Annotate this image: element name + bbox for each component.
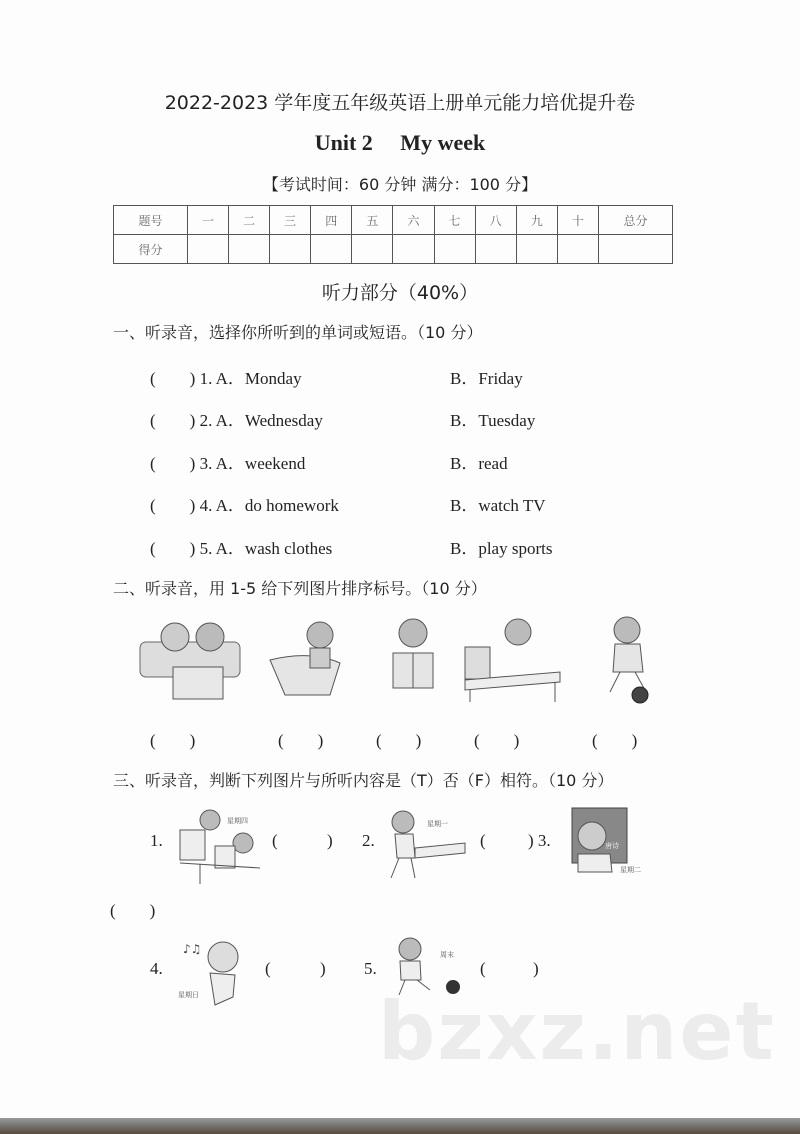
answer-open-paren[interactable]: (	[480, 831, 486, 850]
music-illustration	[175, 935, 255, 1010]
item-1-b: B．Friday	[450, 369, 523, 388]
label-monday: 星期一	[427, 820, 448, 828]
item-5-a: ( ) 5. A．wash clothes	[150, 539, 333, 558]
table-cell: 得分	[114, 235, 188, 264]
part3-instruction: 三、听录音，判断下列图片与所听内容是（T）否（F）相符。（10 分）	[113, 771, 614, 790]
table-cell: 总分	[598, 206, 672, 235]
answer-close-paren: )	[327, 831, 333, 850]
table-cell: 一	[187, 206, 228, 235]
item-number: ) 3.	[528, 831, 551, 850]
computer-illustration	[175, 808, 265, 886]
answer-blank[interactable]: ( )	[474, 731, 520, 750]
exam-info: 【考试时间：60 分钟 满分：100 分】	[262, 175, 538, 194]
item-number: 2.	[362, 831, 375, 850]
washing-clothes-illustration	[265, 615, 355, 700]
music-note-icon: ♪♫	[183, 942, 202, 956]
table-row	[114, 235, 673, 264]
bottom-bar	[0, 1118, 800, 1134]
table-cell: 十	[557, 206, 598, 235]
item-number: 5.	[364, 959, 377, 978]
label-poem: 唐诗	[605, 842, 619, 850]
part1-instruction: 一、听录音，选择你所听到的单词或短语。（10 分）	[113, 323, 483, 342]
answer-close-paren: )	[320, 959, 326, 978]
exam-title: 2022-2023 学年度五年级英语上册单元能力培优提升卷	[164, 92, 636, 114]
unit-title: Unit 2 My week	[314, 130, 486, 155]
table-cell: 题号	[114, 206, 188, 235]
item-5-b: B．play sports	[450, 539, 553, 558]
item-3-b: B．read	[450, 454, 508, 473]
watermark: bzxz.net	[378, 985, 776, 1078]
item-1-a: ( ) 1. A．Monday	[150, 369, 302, 388]
table-cell: 三	[270, 206, 311, 235]
answer-blank[interactable]: ( )	[592, 731, 638, 750]
part2-instruction: 二、听录音，用 1-5 给下列图片排序标号。（10 分）	[113, 579, 487, 598]
answer-open-paren[interactable]: (	[480, 959, 486, 978]
label-tuesday: 星期二	[620, 866, 641, 874]
item-2-a: ( ) 2. A．Wednesday	[150, 411, 323, 430]
answer-blank[interactable]: ( )	[376, 731, 422, 750]
answer-blank[interactable]: ( )	[110, 901, 156, 920]
watching-tv-illustration	[135, 612, 245, 702]
teacher-illustration	[570, 806, 650, 876]
item-3-a: ( ) 3. A．weekend	[150, 454, 306, 473]
item-4-b: B．watch TV	[450, 496, 546, 515]
table-cell: 五	[352, 206, 393, 235]
section-title: 听力部分（40%）	[321, 282, 479, 304]
homework-illustration	[460, 612, 565, 704]
answer-open-paren[interactable]: (	[272, 831, 278, 850]
answer-blank[interactable]: ( )	[278, 731, 324, 750]
reading-illustration	[385, 615, 440, 700]
table-cell: 四	[311, 206, 352, 235]
ping-pong-illustration	[385, 808, 470, 883]
table-cell: 九	[516, 206, 557, 235]
item-number: 4.	[150, 959, 163, 978]
table-cell: 七	[434, 206, 475, 235]
item-number: 1.	[150, 831, 163, 850]
answer-open-paren[interactable]: (	[265, 959, 271, 978]
label-thursday: 星期四	[227, 817, 248, 825]
table-cell: 二	[229, 206, 270, 235]
answer-close-paren: )	[533, 959, 539, 978]
playing-sports-illustration	[595, 612, 670, 704]
answer-blank[interactable]: ( )	[150, 731, 196, 750]
label-sunday: 星期日	[178, 991, 199, 999]
item-4-a: ( ) 4. A．do homework	[150, 496, 339, 515]
score-table	[113, 205, 673, 264]
table-cell: 八	[475, 206, 516, 235]
table-row	[114, 206, 673, 235]
label-weekend: 周末	[440, 951, 454, 959]
table-cell: 六	[393, 206, 434, 235]
item-2-b: B．Tuesday	[450, 411, 536, 430]
